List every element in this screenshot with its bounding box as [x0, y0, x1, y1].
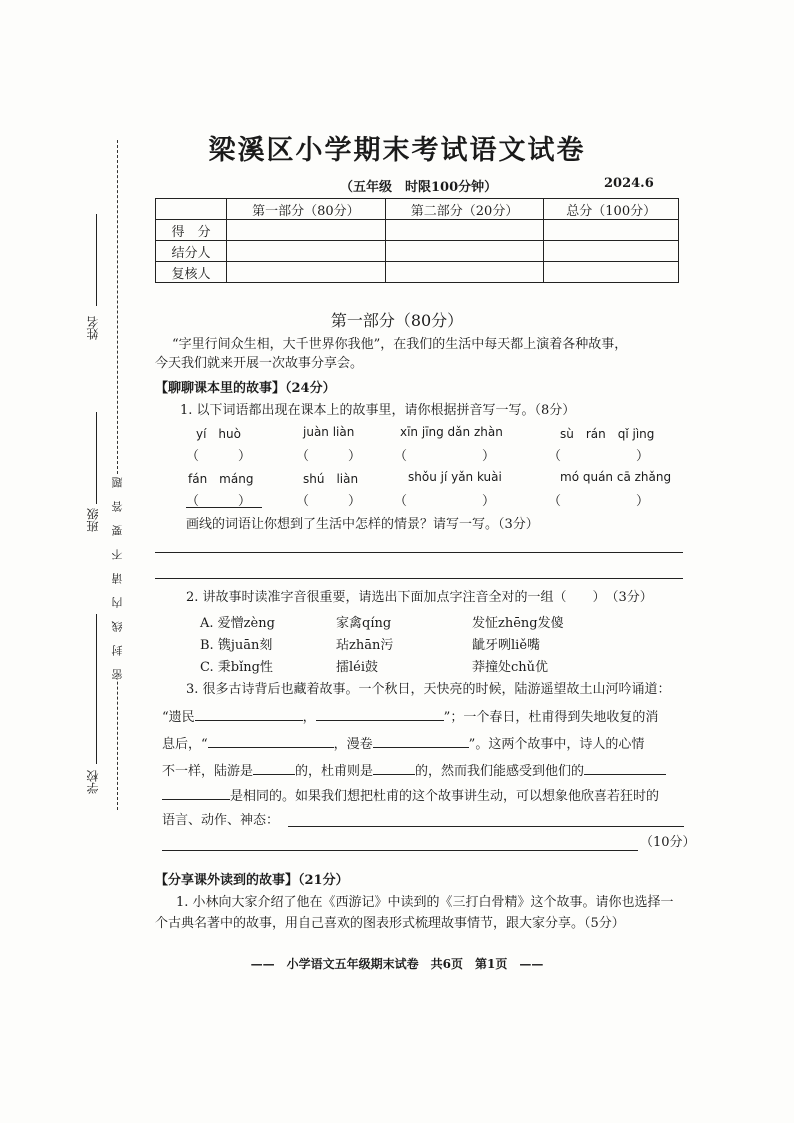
q1-follow: 画线的词语让你想到了生活中怎样的情景？请写一写。（3分）	[186, 517, 539, 532]
q3-text: ”。这两个故事中，诗人的心情	[468, 737, 645, 752]
school-label: 学校	[86, 770, 100, 794]
section2-heading: 【分享课外读到的故事】（21分）	[155, 873, 349, 888]
q3-line-4	[162, 761, 666, 781]
q1-text: 1. 以下词语都出现在课本上的故事里，请你根据拼音写一写。（8分）	[180, 403, 576, 418]
s2-q1-line-1: 1. 小林向大家介绍了他在《西游记》中读到的《三打白骨精》这个故事。请你也选择一	[176, 895, 674, 910]
seal-dashed-line	[117, 140, 118, 810]
q3-text: ，漫卷	[333, 737, 373, 752]
mood-blank[interactable]	[253, 761, 295, 775]
table-row	[156, 241, 679, 262]
q3-line-6: 语言、动作、神态：	[162, 813, 280, 828]
seal-notice: 密 封 线 内 请 不 要 答 题	[111, 476, 124, 680]
pinyin-5: fán máng	[188, 472, 254, 486]
name-line	[96, 214, 97, 306]
answer-line[interactable]	[155, 552, 683, 553]
pinyin-1: yí huò	[196, 427, 241, 441]
answer-blank-underlined[interactable]: （ ）	[186, 494, 252, 509]
table-cell	[156, 199, 227, 220]
feeling-blank[interactable]	[162, 786, 230, 800]
table-header: 第一部分（80分）	[227, 199, 386, 220]
score-cell[interactable]	[227, 241, 386, 262]
answer-line[interactable]	[288, 826, 684, 827]
underline-mark	[186, 507, 262, 508]
part1-heading: 第一部分（80分）	[330, 311, 464, 330]
answer-blank[interactable]: （ ）	[394, 494, 505, 509]
option-b-2: 玷zhān污	[336, 638, 394, 653]
pinyin-7: shǒu jí yǎn kuài	[408, 470, 502, 484]
row-label: 复核人	[156, 262, 227, 283]
q3-line-5	[162, 786, 659, 806]
class-line	[96, 412, 97, 504]
option-a-3: 发怔zhēng发傻	[472, 616, 564, 631]
score-cell[interactable]	[544, 220, 679, 241]
option-a-2: 家禽qíng	[336, 616, 392, 631]
table-row	[156, 199, 679, 220]
q2-text: 2. 讲故事时读准字音很重要，请选出下面加点字注音全对的一组（ ） （3分）	[186, 590, 653, 605]
poem-blank[interactable]	[195, 707, 303, 721]
option-b-1[interactable]: B. 镌juān刻	[200, 638, 273, 653]
q3-text: 息后，“	[162, 737, 208, 752]
answer-blank[interactable]: （ ）	[186, 449, 252, 464]
score-cell[interactable]	[544, 262, 679, 283]
pinyin-4: sù rán qǐ jìng	[560, 427, 655, 441]
exam-title: 梁溪区小学期末考试语文试卷	[208, 135, 586, 166]
option-a-1[interactable]: A. 爱憎zèng	[200, 616, 275, 631]
poem-blank[interactable]	[208, 734, 334, 748]
answer-blank[interactable]: （ ）	[296, 449, 362, 464]
answer-blank[interactable]: （ ）	[548, 449, 659, 464]
row-label: 结分人	[156, 241, 227, 262]
q3-line-2	[162, 707, 658, 727]
mood-blank[interactable]	[373, 761, 415, 775]
answer-line[interactable]	[155, 578, 683, 579]
q3-points: （10分）	[640, 835, 696, 850]
intro-line-2: 今天我们就来开展一次故事分享会。	[155, 356, 364, 371]
answer-blank[interactable]: （ ）	[296, 494, 362, 509]
s2-q1-line-2: 个古典名著中的故事，用自己喜欢的图表形式梳理故事情节，跟大家分享。（5分）	[155, 916, 625, 931]
answer-blank[interactable]: （ ）	[394, 449, 505, 464]
score-cell[interactable]	[385, 241, 544, 262]
pinyin-3: xīn jīng dǎn zhàn	[400, 425, 503, 439]
poem-blank[interactable]	[316, 707, 444, 721]
option-b-3: 龇牙咧liě嘴	[472, 638, 541, 653]
exam-subtitle: （五年级 时限100分钟）	[340, 180, 498, 195]
q3-line-3	[162, 734, 644, 754]
score-cell[interactable]	[227, 220, 386, 241]
option-c-3: 莽撞处chǔ优	[472, 660, 549, 675]
q3-text: 的，然而我们能感受到他们的	[415, 764, 585, 779]
pinyin-2: juàn liàn	[303, 425, 355, 439]
q3-text: 不一样，陆游是	[162, 764, 254, 779]
pinyin-8: mó quán cā zhǎng	[560, 470, 672, 484]
school-line	[96, 614, 97, 764]
score-cell[interactable]	[385, 262, 544, 283]
intro-line-1: “字里行间众生相，大千世界你我他”，在我们的生活中每天都上演着各种故事，	[172, 337, 628, 352]
score-cell[interactable]	[227, 262, 386, 283]
option-c-1[interactable]: C. 秉bǐng性	[200, 660, 273, 675]
answer-line[interactable]	[162, 850, 638, 851]
name-label: 姓名	[86, 316, 100, 340]
class-label: 班级	[86, 508, 100, 532]
q3-text: ”；一个春日，杜甫得到失地收复的消	[443, 710, 659, 725]
table-row	[156, 262, 679, 283]
page-footer: —— 小学语文五年级期末试卷 共6页 第1页 ——	[250, 957, 544, 971]
q3-text: “遗民	[162, 710, 195, 725]
pinyin-6: shú liàn	[303, 472, 359, 486]
exam-date: 2024.6	[604, 176, 654, 191]
score-table	[155, 198, 679, 283]
feeling-blank[interactable]	[584, 761, 666, 775]
table-header: 第二部分（20分）	[385, 199, 544, 220]
section1-heading: 【聊聊课本里的故事】（24分）	[155, 381, 336, 396]
score-cell[interactable]	[385, 220, 544, 241]
q3-line-1: 3. 很多古诗背后也藏着故事。一个秋日，天快亮的时候，陆游遥望故土山河吟诵道：	[186, 682, 671, 697]
q3-text: 是相同的。如果我们想把杜甫的这个故事讲生动，可以想象他欣喜若狂时的	[230, 789, 660, 804]
table-row	[156, 220, 679, 241]
answer-blank[interactable]: （ ）	[548, 494, 659, 509]
row-label: 得 分	[156, 220, 227, 241]
q3-text: ，	[302, 710, 316, 725]
q3-text: 的，杜甫则是	[295, 764, 374, 779]
table-header: 总分（100分）	[544, 199, 679, 220]
option-c-2: 擂léi鼓	[336, 660, 379, 675]
poem-blank[interactable]	[373, 734, 469, 748]
score-cell[interactable]	[544, 241, 679, 262]
